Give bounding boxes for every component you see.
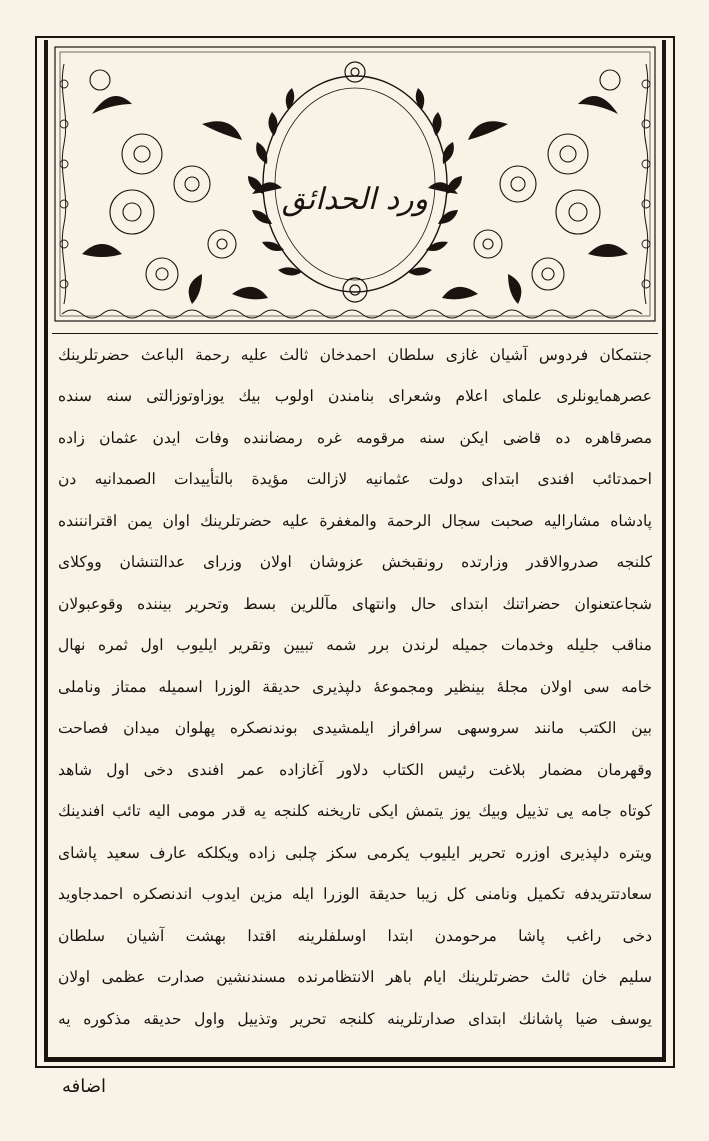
text-line: شجاعتعنوان حضراتنك ابتدای حال وانتهای مآللرین بسط وتحریر بیننده وقوعبولان	[58, 595, 652, 613]
text-line: دخی راغب پاشا مرحومدن ابتدا اوسلفلرینه اقتدا بهشت آشیان سلطان	[58, 927, 652, 945]
text-line: خامه سی اولان مجلهٔ بینظیر ومجموعهٔ دلپذیری حدیقة الوزرا اسمیله ممتاز وناملی	[58, 678, 652, 696]
text-line: سلیم خان ثالث حضرتلرینك ایام باهر الانتظامرنده مسندنشین صدارت عظمی اولان	[58, 968, 652, 986]
text-line: عصرهمایونلری علمای اعلام وشعرای بنامندن اولوب بیك یوزاوتوزالتی سنه سنده	[58, 387, 652, 405]
body-text	[58, 336, 652, 1052]
text-line: جنتمكان فردوس آشیان غازی سلطان احمدخان ثالث علیه رحمة الباعث حضرتلرینك	[58, 346, 652, 364]
text-line: مناقب جلیله وخدمات جمیله لرندن برر شمه تبیین وتقریر ایلیوب اول ثمره نهال	[58, 636, 652, 654]
text-line: پادشاه مشارالیه صحبت سجال الرحمة والمغفرة علیه حضرتلرینك اوان یمن اقترانننده	[58, 512, 652, 530]
text-line: مصرقاهره ده قاضی ایکن سنه مرقومه غره رمضاننده وفات ایدن عثمان زاده	[58, 429, 652, 447]
text-line: ویتره دلپذیری اوزره تحریر ایلیوب یکرمی سکز چلبی زاده ویکلکه عارف سعید پاشای	[58, 844, 652, 862]
text-line: سعادتتریدفه تکمیل ونامنی کل زیبا حدیقة الوزرا ایله مزین ایدوب اندنصکره احمدجاوید	[58, 885, 652, 903]
text-line: وقهرمان مضمار بلاغت رئیس الکتاب دلاور آغازاده عمر افندی دخی اول شاهد	[58, 761, 652, 779]
text-line: کلنجه صدروالاقدر وزارتده رونقبخش عزوشان اولان وزرای عدالتنشان ووکلای	[58, 553, 652, 571]
text-line: بین الکتب مانند سروسهی سرافراز ایلمشیدی بوندنصکره پهلوان میدان فصاحت	[58, 719, 652, 737]
ornament-title: ورد الحدائق	[281, 182, 429, 217]
text-line: احمدتائب افندی ابتدای دولت عثمانیه لازالت مؤیدة بالتأییدات الصمدانیه دن	[58, 470, 652, 488]
ornamental-header	[52, 44, 658, 332]
text-line: یوسف ضیا پاشانك ابتدای صدارتلرینه کلنجه تحریر وتذییل واول حدیقه مذکوره یه	[58, 1010, 652, 1028]
catchword: اضافه	[62, 1076, 107, 1097]
text-line: کوتاه جامه یی تذییل وبیك یوز یتمش ایکی تاریخنه کلنجه یه قدر مومی الیه تائب افندینك	[58, 802, 652, 820]
header-divider	[52, 333, 658, 334]
